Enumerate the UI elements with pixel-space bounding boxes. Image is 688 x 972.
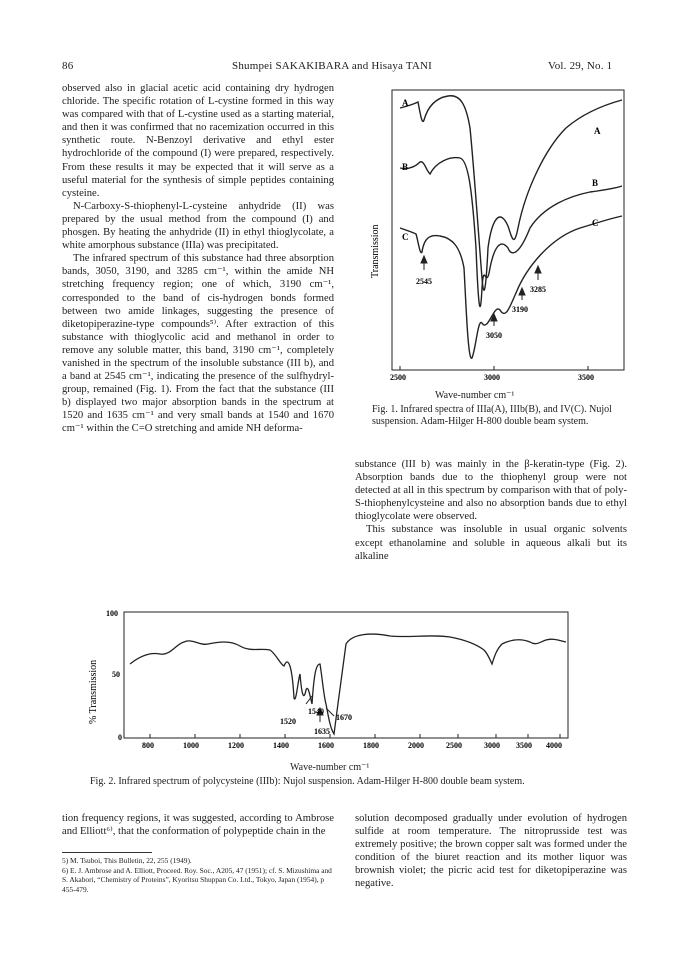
fig2-xtick-label: 2500 <box>446 741 462 750</box>
fig1-curve-label: A <box>594 126 601 136</box>
fig1-xlabel: Wave-number cm⁻¹ <box>435 390 515 401</box>
footnote: 6) E. J. Ambrose and A. Elliott, Proceed. Roy. Soc., A205, 47 (1951); cf. S. Mizushima and S. Akabori, “Chemistry of Proteins”, Kyoritsu Shuppan Co. Ltd., Tokyo, Japan (1954), p 455-479. <box>62 865 332 894</box>
fig2-xtick-label: 1200 <box>228 741 244 750</box>
figure-2 <box>80 604 580 760</box>
figure-1 <box>360 88 630 388</box>
left-column <box>62 82 334 436</box>
fig1-xtick-label: 3000 <box>484 373 500 382</box>
fig2-band-label: 1520 <box>280 717 296 726</box>
fig2-xtick-label: 4000 <box>546 741 562 750</box>
fig1-frame <box>392 90 624 370</box>
fig1-curve-label: B <box>592 178 599 188</box>
fig2-ylabel: % Transmission <box>88 659 99 724</box>
fig1-band-label: 3285 <box>530 285 546 294</box>
paragraph: This substance was insoluble in usual organic solvents except ethanolamine and soluble in aqueous alkali but its alkaline <box>355 524 627 562</box>
fig1-curve-label: B <box>402 162 409 172</box>
fig2-band-label: 1635 <box>314 727 330 736</box>
footnotes <box>62 856 334 894</box>
fig1-xtick-label: 2500 <box>390 373 406 382</box>
running-title: Shumpei SAKAKIBARA and Hisaya TANI <box>232 60 433 72</box>
fig2-xtick-label: 3000 <box>484 741 500 750</box>
fig2-xtick-label: 1400 <box>273 741 289 750</box>
fig1-curve-c <box>400 216 622 358</box>
fig1-curve-label: C <box>592 218 599 228</box>
fig1-curve-label: C <box>402 232 409 242</box>
volume-label: Vol. 29, No. 1 <box>548 60 613 72</box>
bottom-left-text: tion frequency regions, it was suggested, according to Ambrose and Elliott⁶⁾, that the conformation of polypeptide chain in the <box>62 813 334 838</box>
fig2-xtick-label: 1600 <box>318 741 334 750</box>
bottom-right-text: solution decomposed gradually under evolution of hydrogen sulfide at room temperature. The nitroprusside test was extremely positive; the brown copper salt was formed under the condition of the biuret reaction and its mother liquor was brownish violet; the picric acid test for diketopiperazine was negative. <box>355 813 627 890</box>
fig1-curve-b <box>400 158 622 307</box>
fig1-curve-a <box>400 96 622 290</box>
fig1-curve-label: A <box>402 98 409 108</box>
fig1-plot <box>360 88 630 388</box>
fig2-band-label: 1670 <box>336 713 352 722</box>
footnote-rule <box>62 852 152 853</box>
fig2-caption: Fig. 2. Infrared spectrum of polycysteine (IIIb): Nujol suspension. Adam-Hilger H-800 double beam system. <box>90 776 525 787</box>
fig2-band-label: 1540 <box>308 707 324 716</box>
fig2-xtick-label: 1000 <box>183 741 199 750</box>
fig2-xlabel: Wave-number cm⁻¹ <box>290 762 370 773</box>
footnote: 5) M. Tsuboi, This Bulletin, 22, 255 (1949). <box>62 856 192 865</box>
fig1-ylabel: Transmission <box>370 224 381 278</box>
fig2-plot <box>80 604 580 760</box>
fig2-xticks <box>150 734 560 738</box>
paragraph: substance (III b) was mainly in the β-keratin-type (Fig. 2). Absorption bands due to the thiophenyl group were not detected at all in this spectrum by comparison with that of poly-S-thiophenylcysteine and also no absorption bands due to ethyl thioglycolate were observed. <box>355 459 627 523</box>
fig1-band-label: 3190 <box>512 305 528 314</box>
page-number: 86 <box>62 60 74 72</box>
fig2-ytick-label: 0 <box>118 733 122 742</box>
fig2-xtick-label: 800 <box>142 741 154 750</box>
fig2-ytick-label: 50 <box>112 670 120 679</box>
fig2-xtick-label: 2000 <box>408 741 424 750</box>
fig1-caption: Fig. 1. Infrared spectra of IIIa(A), IIIb(B), and IV(C). Nujol suspension. Adam-Hilger H-800 double beam system. <box>372 404 612 427</box>
fig1-xticks <box>400 366 588 370</box>
fig2-xtick-label: 1800 <box>363 741 379 750</box>
paragraph: observed also in glacial acetic acid containing dry hydrogen chloride. The specific rotation of L-cystine formed in this way was compared with that of L-cystine used as a starting material, and then it was confirmed that no racemization occurred in this synthetic route. N-Benzoyl derivative and ethyl ester hydrochloride of the compound (I) were prepared, respectively. From these results it may be expected that it will serve as a useful material for the synthesis of simple peptides containing cysteine. <box>62 83 334 199</box>
paragraph: The infrared spectrum of this substance had three absorption bands, 3050, 3190, and 3285 cm⁻¹, within the amide NH stretching frequency region; one of which, 3190 cm⁻¹, corresponded to the band of cis-hydrogen bonds formed between two amide linkages, suggesting the presence of diketopiperazine-type compounds⁵⁾. After extraction of this substance with thioglycolic acid and methanol in order to remove any soluble matter, this band, 3190 cm⁻¹, completely vanished in the spectrum of the insoluble substance (III b), and a band at 2545 cm⁻¹, indicating the presence of the sulfhydryl-group, remained (Fig. 1). From the fact that the substance (III b) displayed two major absorption bands in the spectrum at 1520 and 1635 cm⁻¹ and very small bands at 1540 and 1670 cm⁻¹ within the C=O stretching and amide NH deforma- <box>62 253 334 435</box>
right-column <box>355 458 627 563</box>
paragraph: N-Carboxy-S-thiophenyl-L-cysteine anhydride (II) was prepared by the usual method from the compound (I) and phosgen. By heating the anhydride (II) in ethyl thioglycolate, a white amorphous substance (IIIa) was precipitated. <box>62 200 334 252</box>
fig1-band-label: 3050 <box>486 331 502 340</box>
fig1-xtick-label: 3500 <box>578 373 594 382</box>
fig2-xtick-label: 3500 <box>516 741 532 750</box>
fig2-ytick-label: 100 <box>106 609 118 618</box>
fig1-band-label: 2545 <box>416 277 432 286</box>
